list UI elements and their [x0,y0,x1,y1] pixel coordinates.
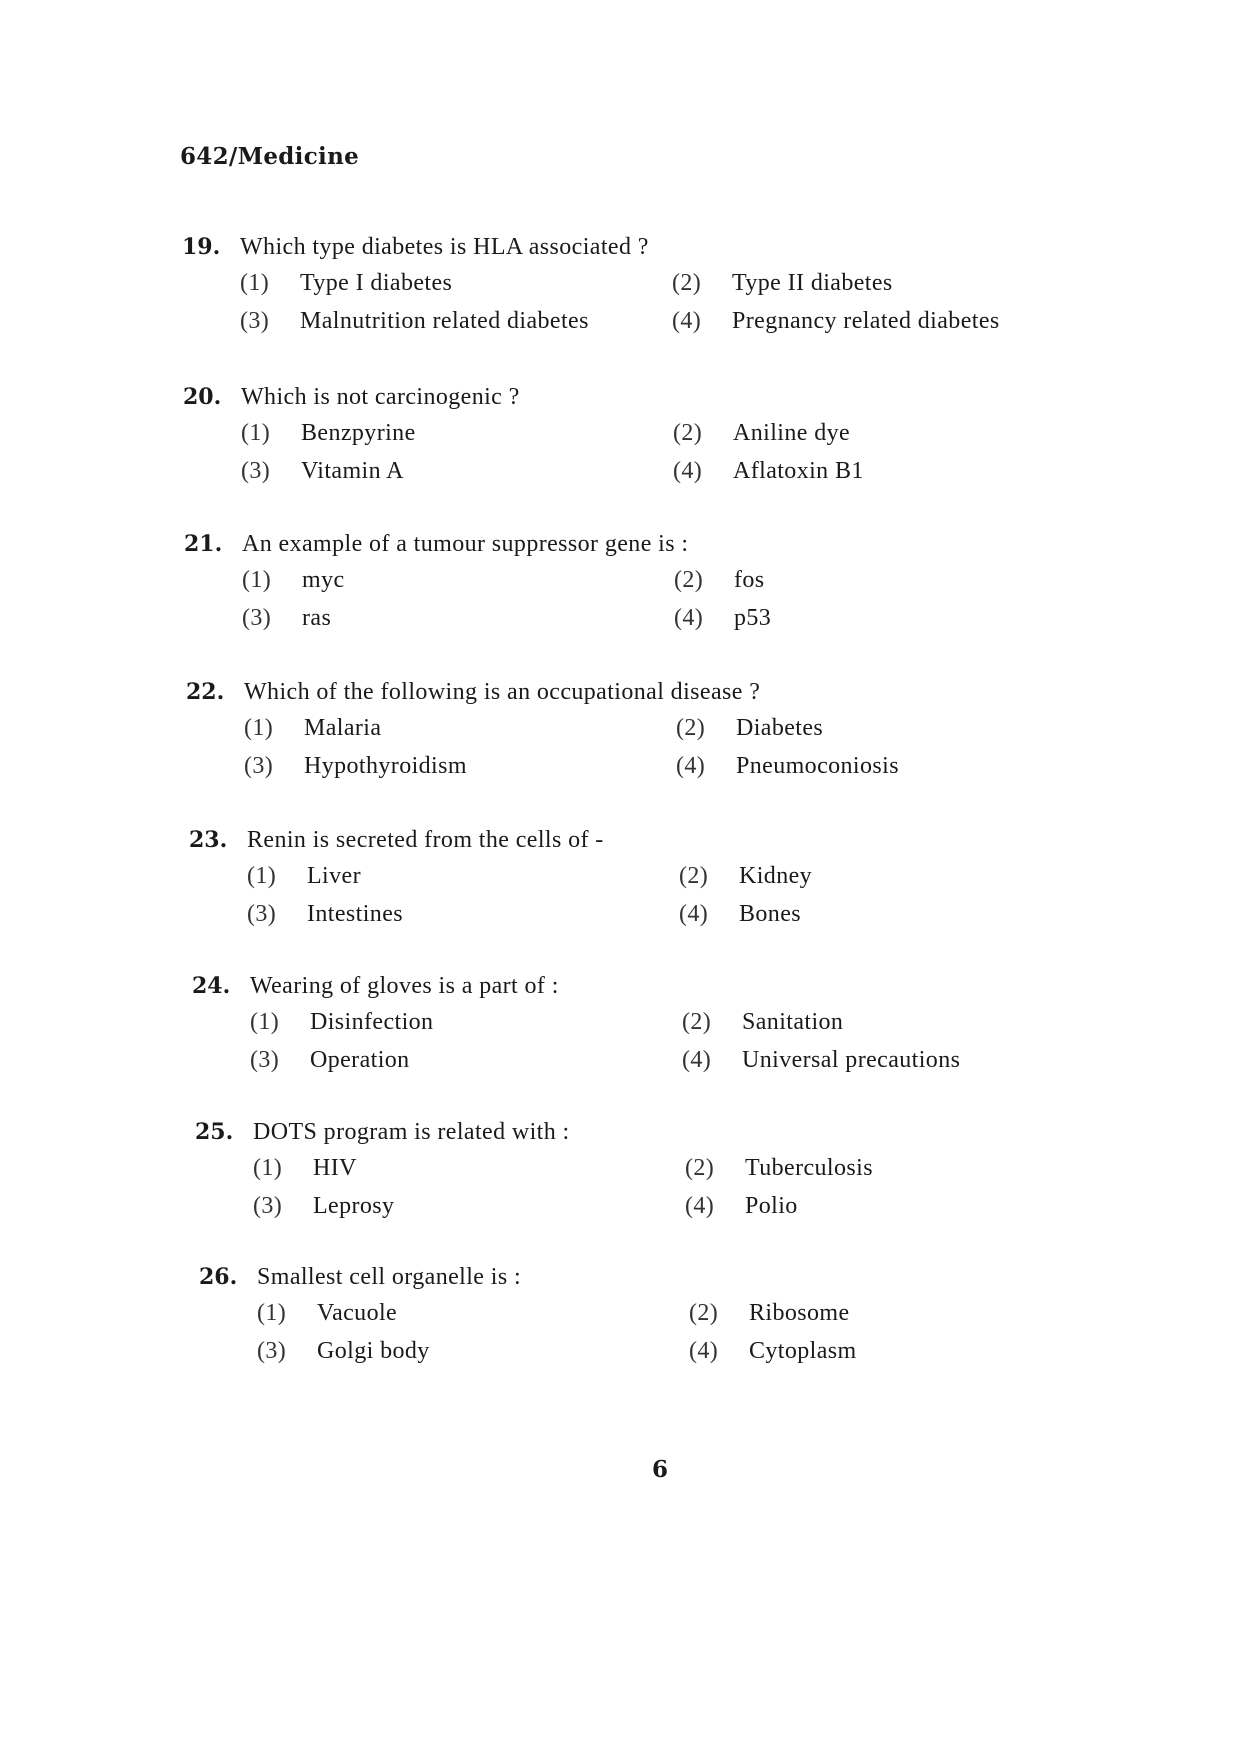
option-number: (1) [250,1009,280,1035]
option-text: Leprosy [313,1193,395,1219]
option-1[interactable] [247,863,679,897]
option-1[interactable] [242,567,674,601]
question-number: 19. [182,234,221,260]
option-text: HIV [313,1155,357,1181]
option-number: (4) [673,458,703,484]
option-text: fos [734,567,765,593]
options-grid [253,1155,1095,1227]
option-2[interactable] [682,1009,1102,1043]
option-text: p53 [734,605,772,631]
option-number: (2) [679,863,709,889]
question-number: 21. [184,531,223,557]
option-text: Pneumoconiosis [736,753,899,779]
option-4[interactable] [672,308,1092,342]
option-4[interactable] [682,1047,1102,1081]
question-text: Renin is secreted from the cells of - [247,827,604,853]
question-text: An example of a tumour suppressor gene is : [242,531,689,557]
options-grid [247,863,1089,935]
question-number: 22. [186,679,225,705]
question-23 [189,827,1089,935]
option-3[interactable] [257,1338,689,1372]
option-text: Bones [739,901,801,927]
option-text: Universal precautions [742,1047,961,1073]
option-3[interactable] [247,901,679,935]
option-number: (4) [672,308,702,334]
option-number: (4) [689,1338,719,1364]
option-text: Diabetes [736,715,824,741]
options-grid [244,715,1086,787]
option-text: Disinfection [310,1009,434,1035]
option-number: (3) [244,753,274,779]
question-stem [192,973,1092,1007]
option-3[interactable] [244,753,676,787]
option-text: Pregnancy related diabetes [732,308,1000,334]
option-3[interactable] [250,1047,682,1081]
option-2[interactable] [689,1300,1109,1334]
option-text: Aniline dye [733,420,851,446]
option-4[interactable] [685,1193,1105,1227]
option-number: (2) [672,270,702,296]
question-stem [184,531,1084,565]
options-grid [241,420,1083,492]
option-4[interactable] [689,1338,1109,1372]
options-grid [257,1300,1099,1372]
option-text: Vacuole [317,1300,398,1326]
option-2[interactable] [676,715,1096,749]
question-22 [186,679,1086,787]
option-2[interactable] [672,270,1092,304]
option-text: Type I diabetes [300,270,453,296]
option-text: Operation [310,1047,410,1073]
option-text: Intestines [307,901,403,927]
option-1[interactable] [240,270,672,304]
option-text: Benzpyrine [301,420,416,446]
question-number: 25. [195,1119,234,1145]
option-2[interactable] [685,1155,1105,1189]
option-number: (3) [240,308,270,334]
option-3[interactable] [240,308,672,342]
option-3[interactable] [242,605,674,639]
option-text: Polio [745,1193,798,1219]
question-stem [183,384,1083,418]
option-number: (1) [253,1155,283,1181]
option-1[interactable] [250,1009,682,1043]
question-24 [192,973,1092,1081]
option-text: ras [302,605,332,631]
option-text: Cytoplasm [749,1338,857,1364]
option-number: (1) [242,567,272,593]
option-text: Malnutrition related diabetes [300,308,589,334]
option-number: (2) [689,1300,719,1326]
question-stem [182,234,1082,268]
option-3[interactable] [241,458,673,492]
question-26 [199,1264,1099,1372]
option-number: (3) [247,901,277,927]
option-text: myc [302,567,345,593]
option-text: Vitamin A [301,458,404,484]
option-1[interactable] [244,715,676,749]
option-1[interactable] [257,1300,689,1334]
option-text: Liver [307,863,361,889]
question-number: 23. [189,827,228,853]
option-text: Aflatoxin B1 [733,458,864,484]
option-3[interactable] [253,1193,685,1227]
option-1[interactable] [241,420,673,454]
question-25 [195,1119,1095,1227]
option-number: (4) [676,753,706,779]
option-number: (4) [679,901,709,927]
option-2[interactable] [679,863,1099,897]
option-number: (3) [250,1047,280,1073]
page-header-title: 642/Medicine [180,143,360,170]
question-text: Wearing of gloves is a part of : [250,973,559,999]
question-stem [199,1264,1099,1298]
option-number: (3) [257,1338,287,1364]
question-number: 26. [199,1264,238,1290]
option-number: (3) [253,1193,283,1219]
question-text: Which is not carcinogenic ? [241,384,520,410]
question-text: Smallest cell organelle is : [257,1264,522,1290]
option-text: Hypothyroidism [304,753,467,779]
question-text: Which type diabetes is HLA associated ? [240,234,649,260]
option-2[interactable] [673,420,1093,454]
option-number: (4) [682,1047,712,1073]
option-number: (4) [674,605,704,631]
option-number: (1) [241,420,271,446]
option-number: (3) [242,605,272,631]
question-21 [184,531,1084,639]
option-text: Kidney [739,863,813,889]
options-grid [240,270,1082,342]
option-number: (2) [673,420,703,446]
option-number: (1) [240,270,270,296]
option-text: Malaria [304,715,382,741]
option-number: (2) [685,1155,715,1181]
question-number: 20. [183,384,222,410]
option-text: Type II diabetes [732,270,893,296]
options-grid [250,1009,1092,1081]
question-number: 24. [192,973,231,999]
question-stem [195,1119,1095,1153]
option-number: (1) [244,715,274,741]
option-text: Tuberculosis [745,1155,873,1181]
option-text: Ribosome [749,1300,850,1326]
question-text: Which of the following is an occupational disease ? [244,679,761,705]
option-1[interactable] [253,1155,685,1189]
options-grid [242,567,1084,639]
option-text: Golgi body [317,1338,430,1364]
option-4[interactable] [673,458,1093,492]
question-stem [186,679,1086,713]
page-number: 6 [652,1456,669,1483]
option-number: (2) [676,715,706,741]
question-text: DOTS program is related with : [253,1119,570,1145]
question-20 [183,384,1083,492]
option-4[interactable] [674,605,1094,639]
question-19 [182,234,1082,342]
option-4[interactable] [676,753,1096,787]
option-number: (3) [241,458,271,484]
question-stem [189,827,1089,861]
option-2[interactable] [674,567,1094,601]
option-4[interactable] [679,901,1099,935]
option-number: (2) [674,567,704,593]
option-number: (1) [257,1300,287,1326]
option-number: (1) [247,863,277,889]
option-number: (4) [685,1193,715,1219]
option-text: Sanitation [742,1009,844,1035]
option-number: (2) [682,1009,712,1035]
